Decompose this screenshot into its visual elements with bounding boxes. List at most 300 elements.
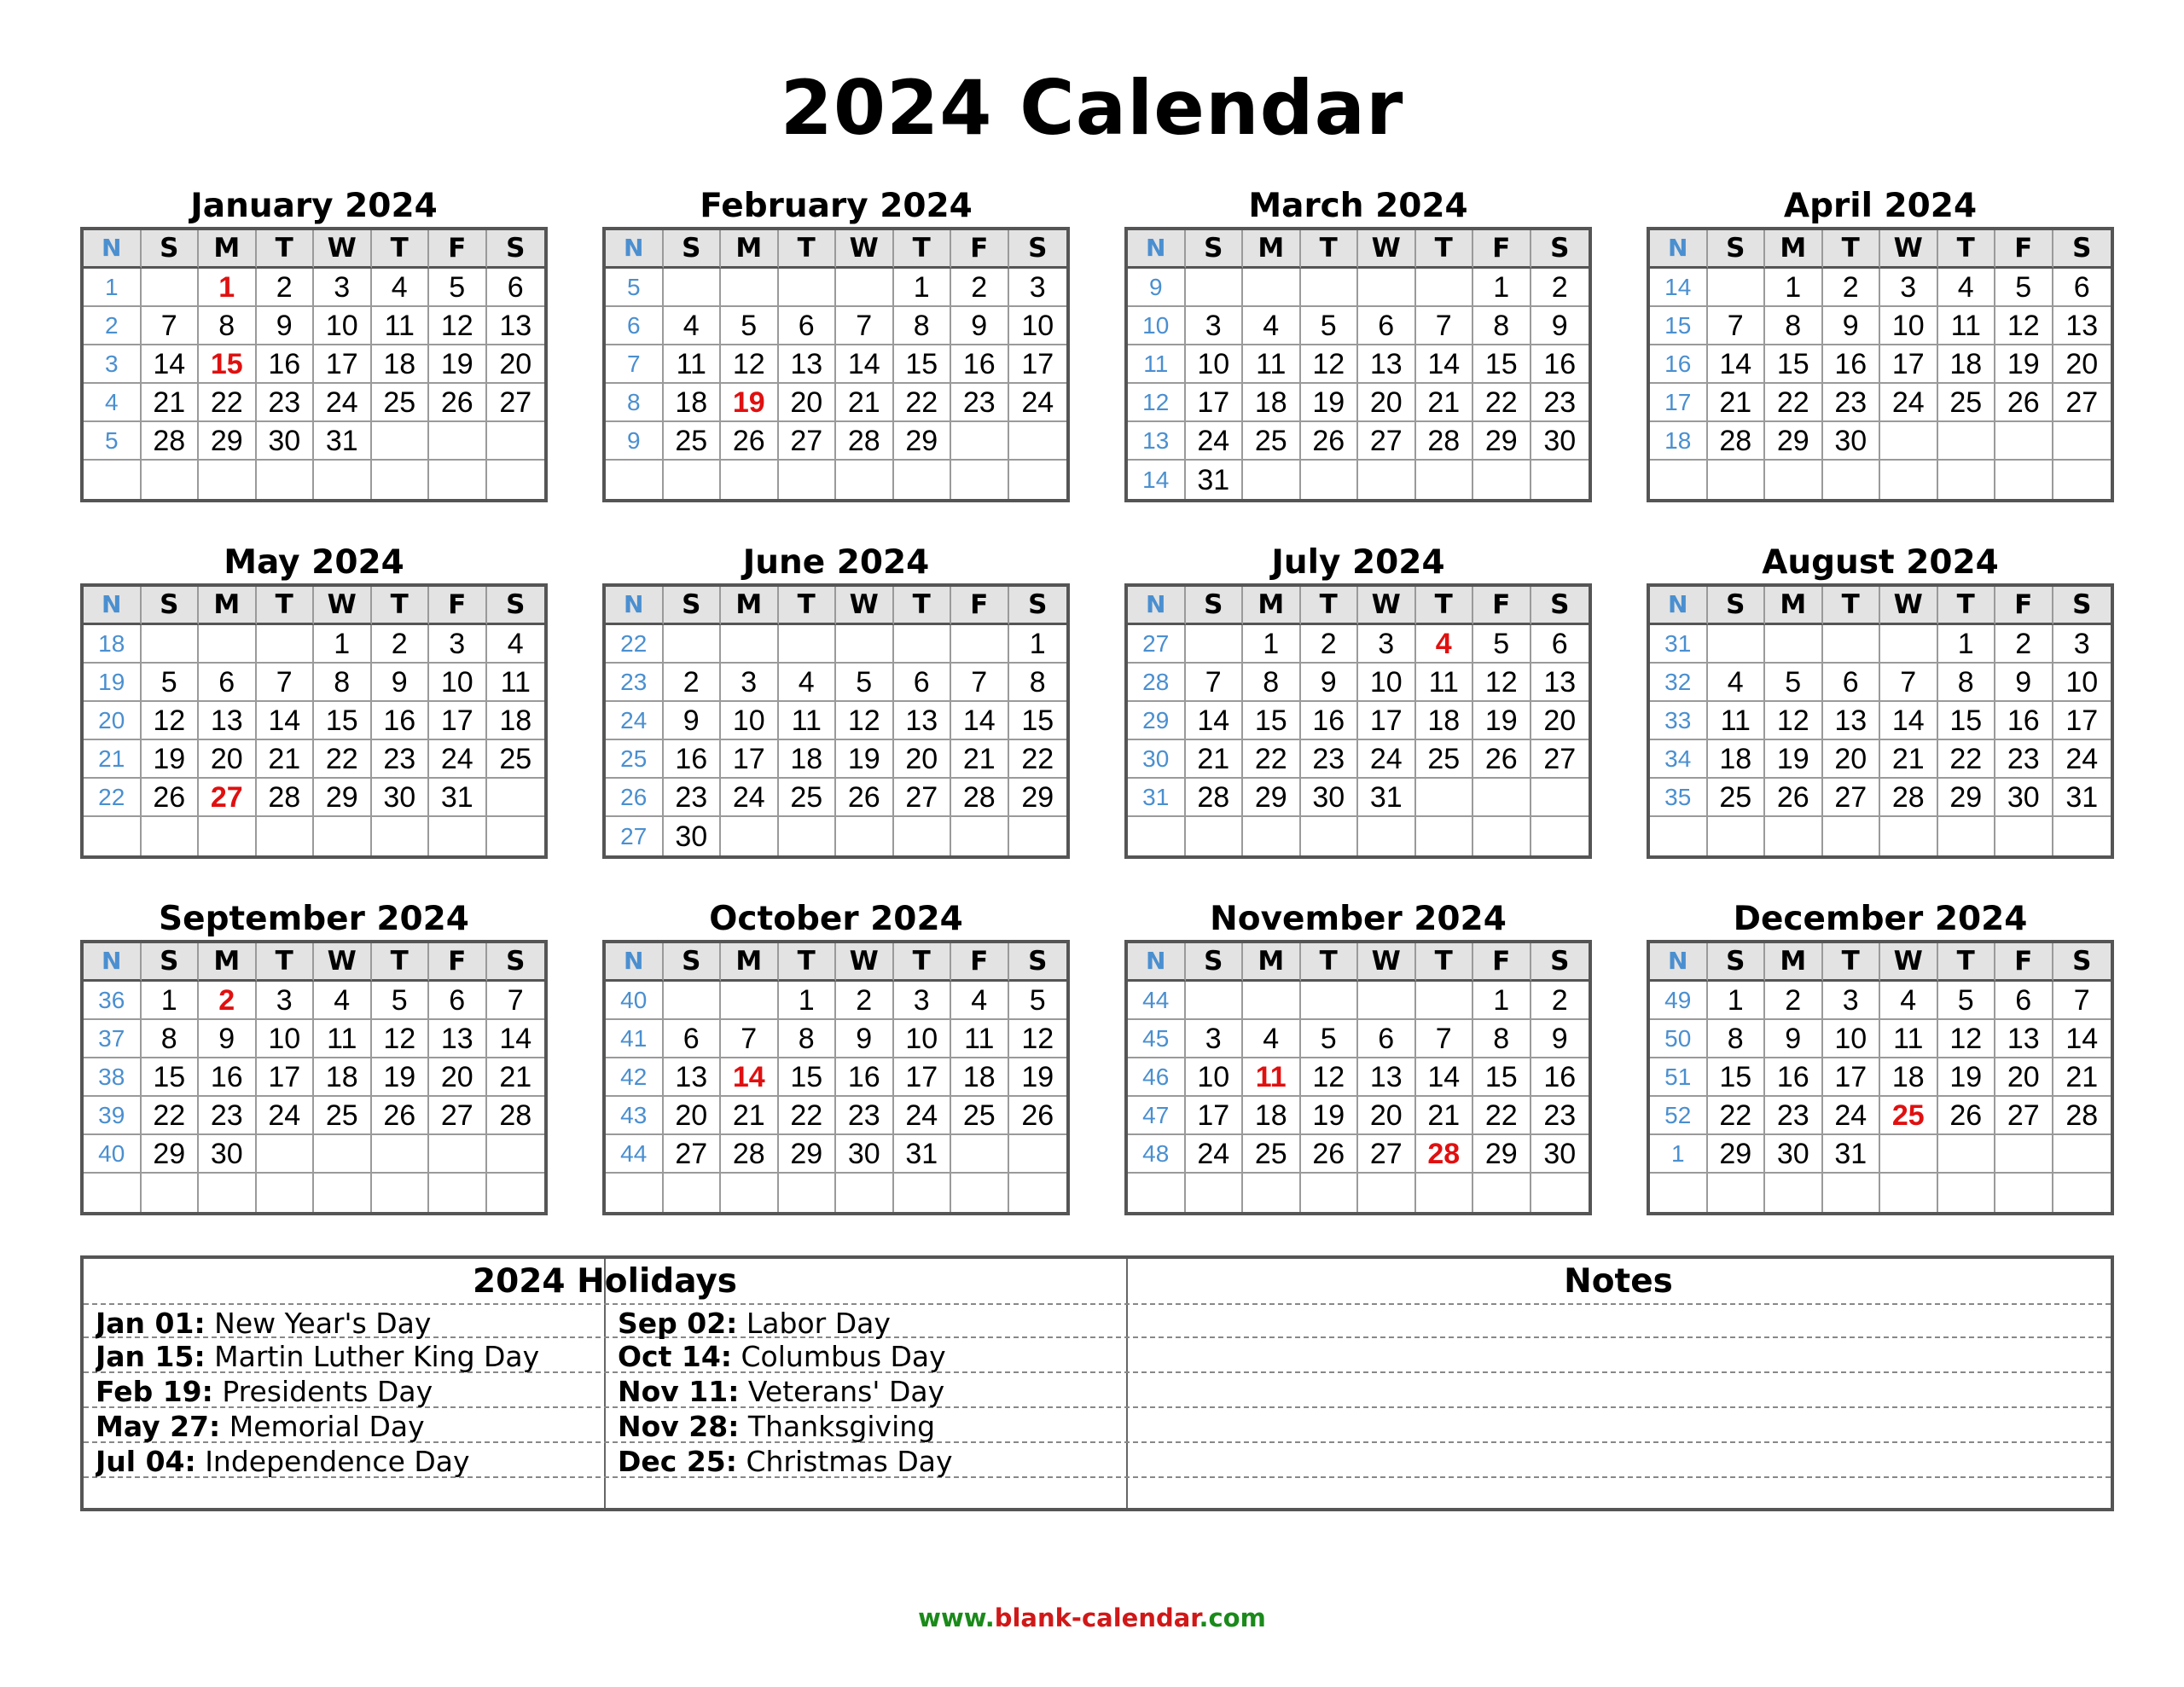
weekday-header: M (1765, 230, 1823, 269)
empty-cell (1301, 982, 1359, 1020)
empty-cell (429, 1174, 487, 1212)
holiday-name: Memorial Day (229, 1410, 425, 1443)
day-cell: 15 (1938, 702, 1996, 740)
day-cell: 15 (1243, 702, 1301, 740)
weekday-header: F (429, 230, 487, 269)
week-number: 4 (84, 384, 142, 422)
day-cell: 5 (429, 269, 487, 307)
day-cell: 11 (314, 1020, 372, 1058)
day-cell: 25 (1243, 1135, 1301, 1174)
day-cell: 2 (372, 625, 430, 664)
holiday-name: New Year's Day (214, 1307, 432, 1340)
weekday-header: S (664, 230, 722, 269)
day-cell: 4 (314, 982, 372, 1020)
day-cell: 22 (1708, 1097, 1766, 1135)
day-cell: 15 (142, 1058, 200, 1097)
day-cell: 1 (779, 982, 837, 1020)
holiday-name: Presidents Day (222, 1375, 433, 1408)
weekday-header: T (779, 230, 837, 269)
week-number (1650, 461, 1708, 499)
month-title: November 2024 (1210, 900, 1507, 938)
holiday-name: Independence Day (205, 1445, 470, 1478)
day-cell: 16 (1765, 1058, 1823, 1097)
empty-cell (429, 1135, 487, 1174)
weekday-header: F (1995, 587, 2053, 625)
day-cell: 13 (1358, 345, 1416, 384)
empty-cell (429, 461, 487, 499)
week-number: 8 (606, 384, 664, 422)
day-cell: 25 (951, 1097, 1009, 1135)
week-number: 38 (84, 1058, 142, 1097)
weekday-header: S (1009, 943, 1067, 982)
day-cell: 25 (1243, 422, 1301, 461)
week-number: 26 (606, 779, 664, 817)
week-number-header: N (1128, 943, 1186, 982)
empty-cell (1765, 461, 1823, 499)
empty-cell (721, 817, 779, 855)
empty-cell (951, 817, 1009, 855)
month-title: July 2024 (1271, 543, 1445, 582)
weekday-header: S (1708, 230, 1766, 269)
day-cell: 2 (257, 269, 315, 307)
month-grid (1124, 583, 1592, 859)
empty-cell (836, 625, 894, 664)
day-cell: 12 (836, 702, 894, 740)
empty-cell (314, 1135, 372, 1174)
month-title: September 2024 (159, 900, 469, 938)
day-cell: 31 (894, 1135, 952, 1174)
day-cell: 20 (1358, 384, 1416, 422)
day-cell: 8 (1765, 307, 1823, 345)
empty-cell (1009, 461, 1067, 499)
empty-cell (314, 1174, 372, 1212)
empty-cell (1473, 1174, 1531, 1212)
day-cell: 10 (1186, 1058, 1244, 1097)
empty-cell (372, 1135, 430, 1174)
day-cell: 10 (1186, 345, 1244, 384)
day-cell: 14 (721, 1058, 779, 1097)
day-cell: 27 (429, 1097, 487, 1135)
week-number-header: N (606, 587, 664, 625)
week-number: 19 (84, 664, 142, 702)
day-cell: 11 (951, 1020, 1009, 1058)
day-cell: 13 (1823, 702, 1881, 740)
day-cell: 4 (779, 664, 837, 702)
day-cell: 2 (1531, 269, 1589, 307)
weekday-header: W (314, 943, 372, 982)
day-cell: 7 (1708, 307, 1766, 345)
holiday-date: May 27: (96, 1410, 221, 1443)
day-cell: 27 (2053, 384, 2111, 422)
empty-cell (1009, 1174, 1067, 1212)
day-cell: 17 (1358, 702, 1416, 740)
month-calendar (1124, 542, 1592, 859)
day-cell: 3 (314, 269, 372, 307)
month-calendar (1647, 542, 2114, 859)
empty-cell (257, 817, 315, 855)
day-cell: 27 (1358, 1135, 1416, 1174)
weekday-header: M (199, 943, 257, 982)
weekday-header: F (951, 230, 1009, 269)
weekday-header: T (372, 943, 430, 982)
weekday-header: S (1531, 230, 1589, 269)
week-number-header: N (84, 943, 142, 982)
weekday-header: T (257, 943, 315, 982)
day-cell: 7 (2053, 982, 2111, 1020)
week-number-header: N (606, 230, 664, 269)
day-cell: 14 (2053, 1020, 2111, 1058)
day-cell: 12 (1473, 664, 1531, 702)
day-cell: 23 (1823, 384, 1881, 422)
day-cell: 4 (1416, 625, 1474, 664)
day-cell: 19 (721, 384, 779, 422)
day-cell: 13 (429, 1020, 487, 1058)
day-cell: 22 (1765, 384, 1823, 422)
day-cell: 5 (836, 664, 894, 702)
month-calendar (602, 899, 1070, 1215)
week-number: 34 (1650, 740, 1708, 779)
weekday-header: W (836, 587, 894, 625)
holiday-entry (618, 1373, 1121, 1408)
day-cell: 4 (372, 269, 430, 307)
day-cell: 22 (314, 740, 372, 779)
holiday-row (84, 1338, 2111, 1373)
empty-cell (1416, 1174, 1474, 1212)
day-cell: 12 (1938, 1020, 1996, 1058)
weekday-header: F (1473, 587, 1531, 625)
weekday-header: T (1301, 230, 1359, 269)
day-cell: 26 (1009, 1097, 1067, 1135)
day-cell: 13 (779, 345, 837, 384)
day-cell: 8 (314, 664, 372, 702)
weekday-header: F (429, 587, 487, 625)
day-cell: 6 (664, 1020, 722, 1058)
day-cell: 24 (1186, 1135, 1244, 1174)
empty-cell (142, 269, 200, 307)
day-cell: 24 (314, 384, 372, 422)
day-cell: 14 (951, 702, 1009, 740)
day-cell: 7 (836, 307, 894, 345)
day-cell: 5 (1473, 625, 1531, 664)
day-cell: 28 (1416, 422, 1474, 461)
day-cell: 11 (1938, 307, 1996, 345)
week-number: 51 (1650, 1058, 1708, 1097)
day-cell: 7 (487, 982, 545, 1020)
day-cell: 3 (894, 982, 952, 1020)
weekday-header: T (372, 587, 430, 625)
day-cell: 25 (1880, 1097, 1938, 1135)
week-number: 7 (606, 345, 664, 384)
day-cell: 7 (1416, 1020, 1474, 1058)
day-cell: 8 (1473, 1020, 1531, 1058)
empty-cell (1186, 269, 1244, 307)
day-cell: 11 (372, 307, 430, 345)
weekday-header: T (894, 943, 952, 982)
day-cell: 13 (1358, 1058, 1416, 1097)
week-number (1128, 1174, 1186, 1212)
empty-cell (721, 1174, 779, 1212)
weekday-header: M (721, 230, 779, 269)
day-cell: 17 (1009, 345, 1067, 384)
holiday-name: Thanksgiving (747, 1410, 936, 1443)
holiday-row (84, 1303, 2111, 1338)
empty-cell (2053, 817, 2111, 855)
empty-cell (1823, 625, 1881, 664)
weekday-header: M (1243, 230, 1301, 269)
day-cell: 25 (1938, 384, 1996, 422)
weekday-header: T (1416, 230, 1474, 269)
weekday-header: M (199, 587, 257, 625)
empty-cell (836, 817, 894, 855)
day-cell: 20 (487, 345, 545, 384)
day-cell: 16 (372, 702, 430, 740)
empty-cell (1995, 817, 2053, 855)
day-cell: 3 (1880, 269, 1938, 307)
week-number-header: N (1650, 587, 1708, 625)
day-cell: 3 (1186, 1020, 1244, 1058)
day-cell: 7 (1880, 664, 1938, 702)
day-cell: 23 (664, 779, 722, 817)
week-number: 16 (1650, 345, 1708, 384)
day-cell: 22 (142, 1097, 200, 1135)
day-cell: 5 (1301, 1020, 1359, 1058)
weekday-header: F (1995, 230, 2053, 269)
day-cell: 14 (487, 1020, 545, 1058)
day-cell: 7 (142, 307, 200, 345)
day-cell: 2 (1301, 625, 1359, 664)
day-cell: 6 (1995, 982, 2053, 1020)
day-cell: 24 (1009, 384, 1067, 422)
day-cell: 3 (1009, 269, 1067, 307)
holiday-entry (96, 1338, 599, 1373)
empty-cell (664, 461, 722, 499)
empty-cell (721, 625, 779, 664)
day-cell: 8 (199, 307, 257, 345)
holiday-entry (618, 1408, 1121, 1443)
day-cell: 6 (1531, 625, 1589, 664)
empty-cell (314, 461, 372, 499)
weekday-header: W (1880, 943, 1938, 982)
day-cell: 30 (1823, 422, 1881, 461)
empty-cell (779, 817, 837, 855)
empty-cell (664, 269, 722, 307)
day-cell: 24 (1186, 422, 1244, 461)
day-cell: 26 (142, 779, 200, 817)
week-number: 47 (1128, 1097, 1186, 1135)
empty-cell (1708, 1174, 1766, 1212)
month-calendar (1124, 186, 1592, 502)
day-cell: 3 (1823, 982, 1881, 1020)
day-cell: 6 (1358, 1020, 1416, 1058)
day-cell: 30 (257, 422, 315, 461)
day-cell: 28 (2053, 1097, 2111, 1135)
empty-cell (836, 1174, 894, 1212)
empty-cell (1473, 817, 1531, 855)
day-cell: 5 (721, 307, 779, 345)
month-title: February 2024 (700, 187, 973, 225)
month-title: March 2024 (1248, 187, 1468, 225)
holiday-date: Sep 02: (618, 1307, 738, 1340)
day-cell: 21 (721, 1097, 779, 1135)
day-cell: 26 (721, 422, 779, 461)
week-number: 49 (1650, 982, 1708, 1020)
weekday-header: W (1880, 230, 1938, 269)
day-cell: 23 (257, 384, 315, 422)
weekday-header: S (2053, 230, 2111, 269)
holiday-name: Columbus Day (741, 1340, 946, 1373)
empty-cell (1823, 461, 1881, 499)
day-cell: 19 (429, 345, 487, 384)
empty-cell (1938, 1135, 1996, 1174)
day-cell: 5 (1009, 982, 1067, 1020)
day-cell: 16 (1531, 1058, 1589, 1097)
empty-cell (894, 461, 952, 499)
holiday-date: Jan 01: (96, 1307, 206, 1340)
week-number (1650, 817, 1708, 855)
empty-cell (721, 982, 779, 1020)
day-cell: 16 (1995, 702, 2053, 740)
day-cell: 14 (142, 345, 200, 384)
day-cell: 23 (1531, 384, 1589, 422)
day-cell: 31 (314, 422, 372, 461)
day-cell: 4 (1938, 269, 1996, 307)
holiday-name: Labor Day (746, 1307, 891, 1340)
day-cell: 18 (487, 702, 545, 740)
weekday-header: F (1473, 230, 1531, 269)
weekday-header: M (1243, 587, 1301, 625)
month-grid (1647, 227, 2114, 502)
empty-cell (487, 817, 545, 855)
empty-cell (257, 625, 315, 664)
day-cell: 24 (1880, 384, 1938, 422)
day-cell: 2 (1531, 982, 1589, 1020)
weekday-header: S (142, 230, 200, 269)
day-cell: 3 (2053, 625, 2111, 664)
day-cell: 7 (257, 664, 315, 702)
weekday-header: S (487, 943, 545, 982)
empty-cell (199, 817, 257, 855)
weekday-header: F (951, 587, 1009, 625)
day-cell: 31 (2053, 779, 2111, 817)
week-number: 25 (606, 740, 664, 779)
day-cell: 17 (314, 345, 372, 384)
empty-cell (1708, 461, 1766, 499)
day-cell: 12 (1301, 1058, 1359, 1097)
footer-url[interactable] (0, 1603, 2184, 1632)
holidays-title: 2024 Holidays (473, 1262, 737, 1301)
week-number: 31 (1128, 779, 1186, 817)
month-title: August 2024 (1762, 543, 1999, 582)
day-cell: 21 (257, 740, 315, 779)
week-number: 2 (84, 307, 142, 345)
day-cell: 9 (1823, 307, 1881, 345)
empty-cell (372, 1174, 430, 1212)
day-cell: 12 (1009, 1020, 1067, 1058)
month-grid (602, 227, 1070, 502)
day-cell: 25 (314, 1097, 372, 1135)
empty-cell (1473, 461, 1531, 499)
weekday-header: W (1358, 587, 1416, 625)
empty-cell (1531, 461, 1589, 499)
empty-cell (951, 1135, 1009, 1174)
holiday-row (84, 1373, 2111, 1408)
day-cell: 20 (1823, 740, 1881, 779)
week-number: 35 (1650, 779, 1708, 817)
week-number: 22 (606, 625, 664, 664)
week-number: 18 (1650, 422, 1708, 461)
weekday-header: S (1009, 230, 1067, 269)
day-cell: 19 (1301, 384, 1359, 422)
day-cell: 28 (142, 422, 200, 461)
day-cell: 24 (2053, 740, 2111, 779)
week-number: 52 (1650, 1097, 1708, 1135)
day-cell: 18 (1708, 740, 1766, 779)
footer-tld: .com (1199, 1603, 1266, 1632)
empty-cell (894, 1174, 952, 1212)
empty-cell (1708, 625, 1766, 664)
day-cell: 23 (836, 1097, 894, 1135)
month-title: December 2024 (1733, 900, 2028, 938)
empty-cell (1938, 461, 1996, 499)
weekday-header: S (1186, 230, 1244, 269)
day-cell: 11 (1416, 664, 1474, 702)
day-cell: 17 (894, 1058, 952, 1097)
day-cell: 10 (1823, 1020, 1881, 1058)
day-cell: 9 (372, 664, 430, 702)
weekday-header: T (1938, 230, 1996, 269)
day-cell: 11 (1243, 345, 1301, 384)
day-cell: 27 (664, 1135, 722, 1174)
day-cell: 8 (142, 1020, 200, 1058)
day-cell: 1 (1243, 625, 1301, 664)
day-cell: 18 (779, 740, 837, 779)
empty-cell (1186, 817, 1244, 855)
footer-brand: blank-calendar (994, 1603, 1199, 1632)
weekday-header: T (257, 587, 315, 625)
day-cell: 28 (1186, 779, 1244, 817)
day-cell: 17 (1186, 384, 1244, 422)
empty-cell (487, 422, 545, 461)
empty-cell (1531, 817, 1589, 855)
day-cell: 17 (429, 702, 487, 740)
day-cell: 9 (664, 702, 722, 740)
month-calendar (80, 899, 548, 1215)
day-cell: 27 (1531, 740, 1589, 779)
week-number (84, 1174, 142, 1212)
holiday-date: Nov 11: (618, 1375, 740, 1408)
day-cell: 18 (1938, 345, 1996, 384)
day-cell: 15 (1708, 1058, 1766, 1097)
day-cell: 7 (951, 664, 1009, 702)
weekday-header: W (1880, 587, 1938, 625)
day-cell: 22 (1009, 740, 1067, 779)
day-cell: 12 (142, 702, 200, 740)
day-cell: 1 (1473, 269, 1531, 307)
week-number: 18 (84, 625, 142, 664)
day-cell: 4 (1708, 664, 1766, 702)
day-cell: 9 (199, 1020, 257, 1058)
day-cell: 13 (1531, 664, 1589, 702)
empty-cell (1301, 461, 1359, 499)
week-number: 50 (1650, 1020, 1708, 1058)
day-cell: 9 (1301, 664, 1359, 702)
weekday-header: T (894, 587, 952, 625)
holiday-name: Martin Luther King Day (214, 1340, 540, 1373)
week-number-header: N (84, 230, 142, 269)
day-cell: 9 (836, 1020, 894, 1058)
empty-cell (1416, 982, 1474, 1020)
weekday-header: S (1186, 943, 1244, 982)
